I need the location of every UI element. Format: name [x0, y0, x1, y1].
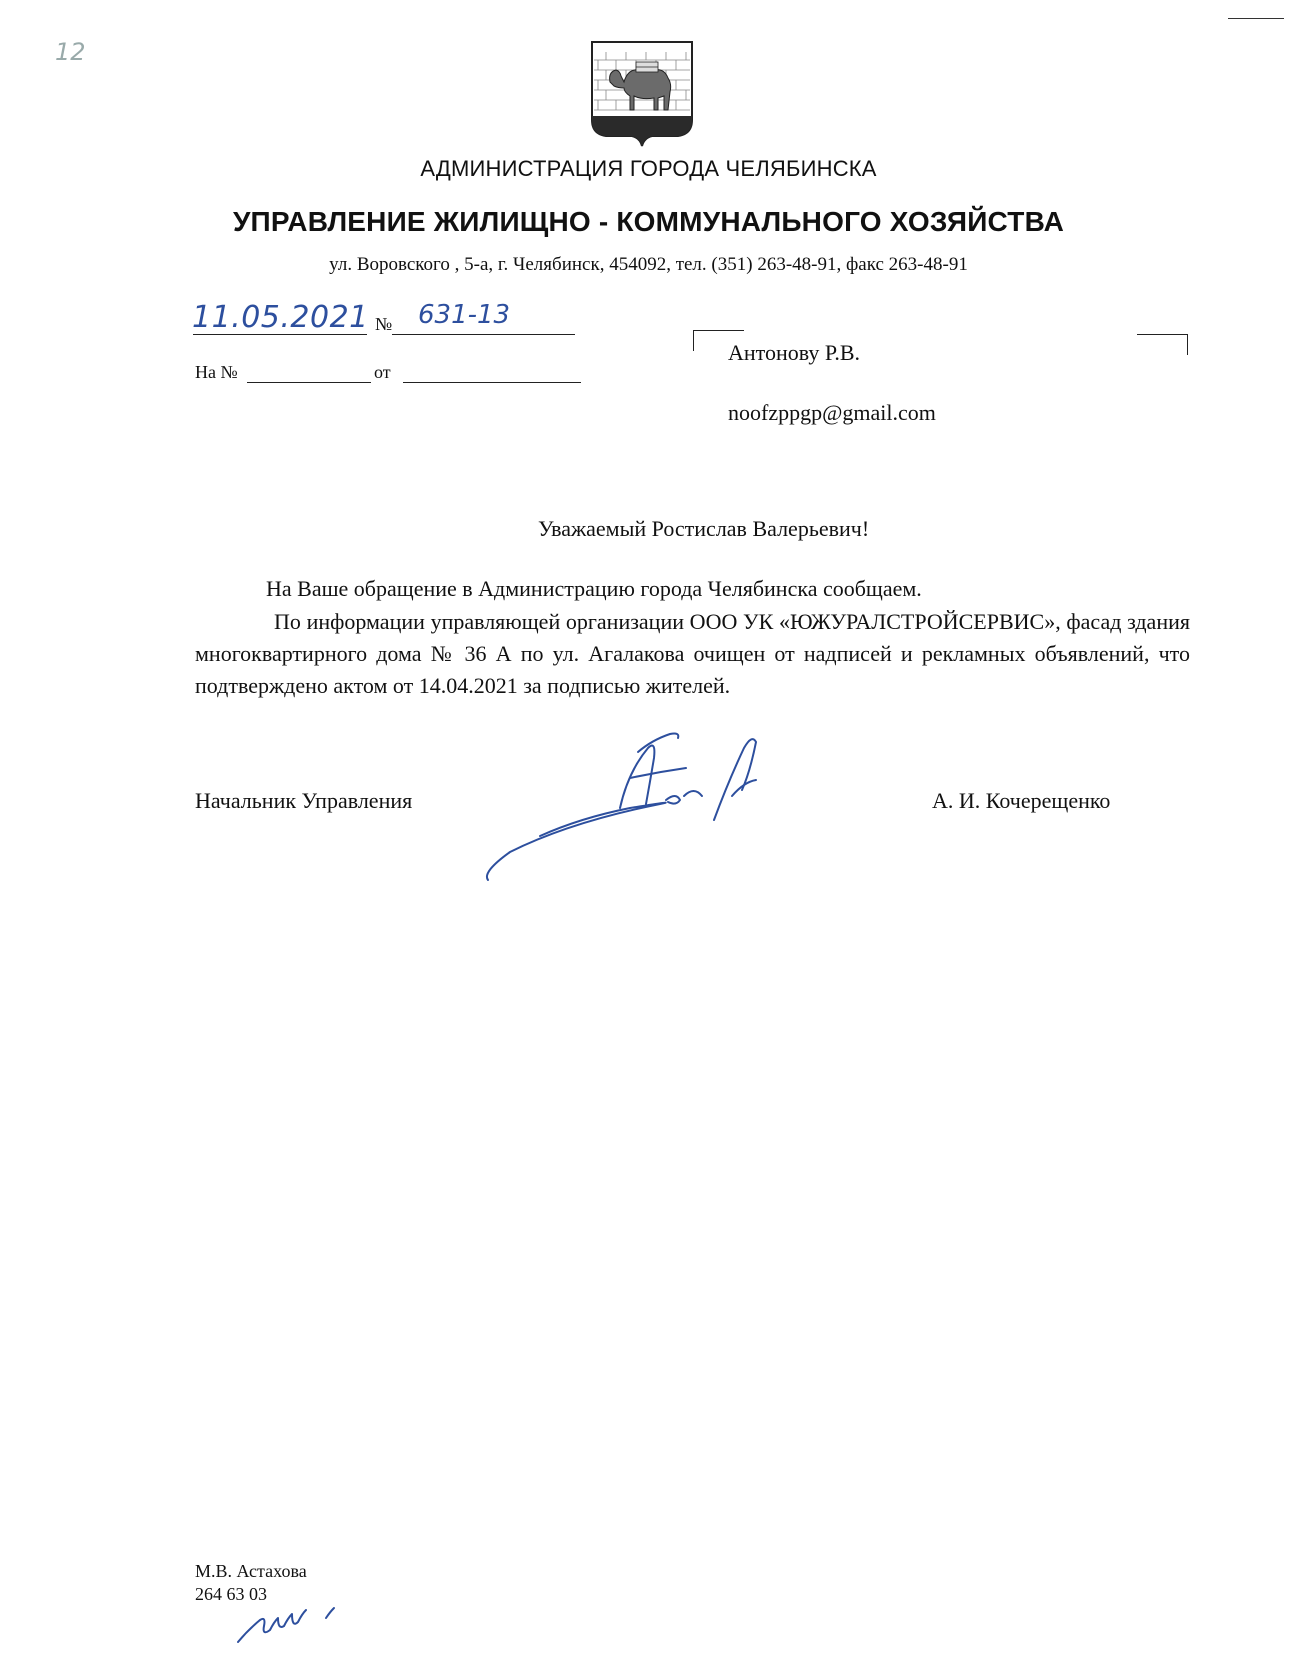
number-label: № — [375, 314, 393, 334]
administration-title: АДМИНИСТРАЦИЯ ГОРОДА ЧЕЛЯБИНСКА — [420, 156, 877, 181]
signatory-name: А. И. Кочерещенко — [932, 788, 1111, 813]
department-title: УПРАВЛЕНИЕ ЖИЛИЩНО - КОММУНАЛЬНОГО ХОЗЯЙСТВА — [232, 206, 1065, 237]
top-right-rule — [1228, 18, 1284, 19]
reply-number-line — [247, 382, 371, 383]
executor-initials — [234, 1600, 344, 1648]
margin-note: 12 — [55, 38, 86, 66]
date-underline — [193, 334, 367, 335]
letter-paragraph-1: На Ваше обращение в Администрацию города Челябинска сообщаем. — [266, 576, 922, 601]
executor-phone: 264 63 03 — [195, 1584, 267, 1604]
reply-from-label: от — [374, 362, 391, 382]
letter-greeting: Уважаемый Ростислав Валерьевич! — [538, 516, 870, 541]
recipient-name: Антонову Р.В. — [728, 340, 861, 365]
reply-date-line — [403, 382, 581, 383]
department-address: ул. Воровского , 5-а, г. Челябинск, 454092, тел. (351) 263-48-91, факс 263-48-91 — [329, 254, 968, 275]
registration-number: 631-13 — [418, 300, 511, 330]
number-underline — [392, 334, 575, 335]
handwritten-signature — [480, 712, 800, 892]
registration-date: 11.05.2021 — [192, 300, 369, 335]
coat-of-arms-icon — [588, 38, 696, 148]
letter-paragraph-2: По информации управляющей организации ООО УК «ЮЖУРАЛСТРОЙСЕРВИС», фасад здания многоквартирного дома № 36 А по ул. Агалакова очищен от надписей и рекламных объявлений, что подтверждено актом от 14.04.2021 за подписью жителей. — [195, 609, 1190, 698]
address-bracket-right — [1137, 334, 1188, 355]
signatory-title: Начальник Управления — [195, 788, 413, 813]
reply-number-label: На № — [195, 362, 238, 382]
executor-name: М.В. Астахова — [195, 1561, 307, 1581]
recipient-email[interactable]: noofzppgp@gmail.com — [728, 400, 936, 425]
